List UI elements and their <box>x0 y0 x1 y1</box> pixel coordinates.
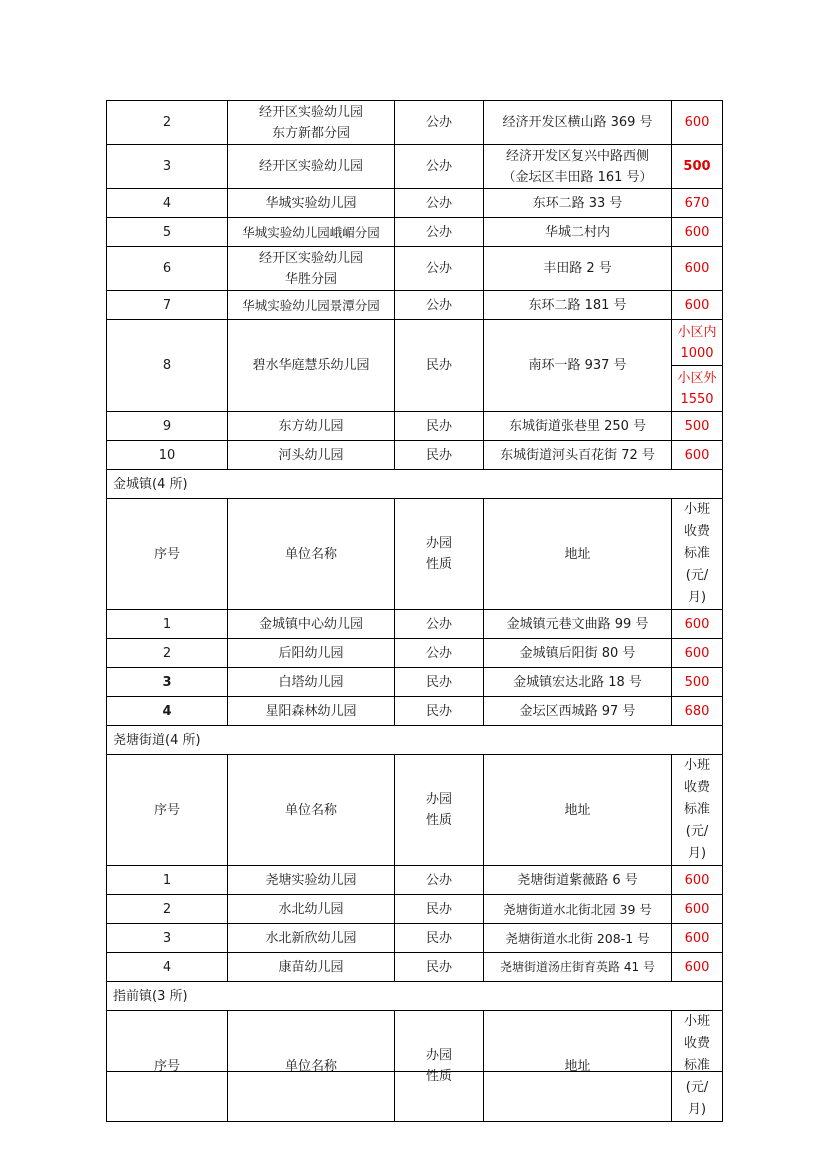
row-no: 2 <box>107 895 228 924</box>
header-row <box>107 755 723 866</box>
table-row <box>107 953 723 982</box>
row-fee: 600 <box>672 291 723 320</box>
section-row <box>107 982 723 1011</box>
row-name: 尧塘实验幼儿园 <box>228 866 395 895</box>
row-name: 金城镇中心幼儿园 <box>228 610 395 639</box>
header-address: 地址 <box>484 1011 672 1122</box>
row-no: 4 <box>107 697 228 726</box>
table-row <box>107 189 723 218</box>
section-row <box>107 470 723 499</box>
row-name: 华城实验幼儿园景潭分园 <box>228 291 395 320</box>
row-no: 1 <box>107 610 228 639</box>
row-type: 公办 <box>395 145 484 189</box>
row-fee: 600 <box>672 953 723 982</box>
row-address: 华城二村内 <box>484 218 672 247</box>
row-fee: 600 <box>672 639 723 668</box>
row-fee: 500 <box>672 668 723 697</box>
row-type: 公办 <box>395 866 484 895</box>
table-row <box>107 291 723 320</box>
row-no: 2 <box>107 639 228 668</box>
row-name: 经开区实验幼儿园 华胜分园 <box>228 247 395 291</box>
row-address: 经济开发区横山路 369 号 <box>484 101 672 145</box>
header-type: 办园 性质 <box>395 755 484 866</box>
row-name: 白塔幼儿园 <box>228 668 395 697</box>
row-fee: 600 <box>672 610 723 639</box>
row-address: 尧塘街道水北街 208-1 号 <box>484 924 672 953</box>
header-no: 序号 <box>107 755 228 866</box>
row-no: 8 <box>107 320 228 412</box>
table-row <box>107 639 723 668</box>
row-address: 东环二路 181 号 <box>484 291 672 320</box>
table-row <box>107 218 723 247</box>
row-type: 公办 <box>395 247 484 291</box>
fee-inside-community: 小区内 1000 <box>672 320 723 366</box>
row-name: 华城实验幼儿园 <box>228 189 395 218</box>
row-type: 民办 <box>395 320 484 412</box>
row-fee: 600 <box>672 101 723 145</box>
table-row <box>107 145 723 189</box>
table-row <box>107 668 723 697</box>
row-type: 公办 <box>395 189 484 218</box>
row-address: 经济开发区复兴中路西侧 （金坛区丰田路 161 号） <box>484 145 672 189</box>
row-address: 尧塘街道水北街北园 39 号 <box>484 895 672 924</box>
row-type: 民办 <box>395 441 484 470</box>
row-fee: 500 <box>672 412 723 441</box>
row-name: 康苗幼儿园 <box>228 953 395 982</box>
row-address: 金城镇宏达北路 18 号 <box>484 668 672 697</box>
row-type: 公办 <box>395 101 484 145</box>
row-name: 水北幼儿园 <box>228 895 395 924</box>
row-no: 5 <box>107 218 228 247</box>
row-fee: 600 <box>672 924 723 953</box>
table-row <box>107 924 723 953</box>
row-type: 民办 <box>395 953 484 982</box>
row-address: 丰田路 2 号 <box>484 247 672 291</box>
row-no: 3 <box>107 668 228 697</box>
header-row <box>107 499 723 610</box>
kindergarten-fee-table <box>106 100 723 1122</box>
row-type: 公办 <box>395 218 484 247</box>
row-no: 3 <box>107 145 228 189</box>
row-fee: 670 <box>672 189 723 218</box>
row-no: 1 <box>107 866 228 895</box>
row-no: 10 <box>107 441 228 470</box>
row-no: 4 <box>107 953 228 982</box>
row-no: 7 <box>107 291 228 320</box>
row-type: 公办 <box>395 291 484 320</box>
row-no: 3 <box>107 924 228 953</box>
row-no: 9 <box>107 412 228 441</box>
table-row <box>107 320 723 366</box>
header-type: 办园 性质 <box>395 499 484 610</box>
table-row <box>107 101 723 145</box>
row-name: 后阳幼儿园 <box>228 639 395 668</box>
row-no: 2 <box>107 101 228 145</box>
row-type: 民办 <box>395 697 484 726</box>
header-name: 单位名称 <box>228 755 395 866</box>
header-name: 单位名称 <box>228 1011 395 1122</box>
header-fee: 小班 收费 标准 (元/ 月) <box>672 1011 723 1122</box>
header-no: 序号 <box>107 499 228 610</box>
row-name: 水北新欣幼儿园 <box>228 924 395 953</box>
row-address: 东城街道张巷里 250 号 <box>484 412 672 441</box>
table-row <box>107 247 723 291</box>
section-row <box>107 726 723 755</box>
row-address: 金城镇后阳街 80 号 <box>484 639 672 668</box>
header-row <box>107 1011 723 1122</box>
row-name: 经开区实验幼儿园 <box>228 145 395 189</box>
table-row <box>107 866 723 895</box>
row-address: 金坛区西城路 97 号 <box>484 697 672 726</box>
row-name: 东方幼儿园 <box>228 412 395 441</box>
row-address: 尧塘街道紫薇路 6 号 <box>484 866 672 895</box>
table-row <box>107 441 723 470</box>
header-fee: 小班 收费 标准 (元/ 月) <box>672 755 723 866</box>
row-name: 经开区实验幼儿园 东方新都分园 <box>228 101 395 145</box>
row-fee: 600 <box>672 866 723 895</box>
fee-outside-community: 小区外 1550 <box>672 366 723 412</box>
row-fee: 600 <box>672 218 723 247</box>
row-no: 4 <box>107 189 228 218</box>
row-type: 民办 <box>395 924 484 953</box>
row-fee: 600 <box>672 247 723 291</box>
table-row <box>107 610 723 639</box>
row-type: 民办 <box>395 895 484 924</box>
row-name: 华城实验幼儿园峨嵋分园 <box>228 218 395 247</box>
row-fee: 600 <box>672 895 723 924</box>
row-address: 金城镇元巷文曲路 99 号 <box>484 610 672 639</box>
row-fee: 600 <box>672 441 723 470</box>
section-title-yaotang: 尧塘街道(4 所) <box>107 726 723 755</box>
row-address: 南环一路 937 号 <box>484 320 672 412</box>
table-row <box>107 895 723 924</box>
section-title-zhiqian: 指前镇(3 所) <box>107 982 723 1011</box>
header-no: 序号 <box>107 1011 228 1122</box>
header-type: 办园 性质 <box>395 1011 484 1122</box>
row-name: 河头幼儿园 <box>228 441 395 470</box>
row-address: 东环二路 33 号 <box>484 189 672 218</box>
table-row <box>107 412 723 441</box>
kindergarten-fee-table-page <box>106 100 722 1117</box>
row-type: 民办 <box>395 668 484 697</box>
section-title-jincheng: 金城镇(4 所) <box>107 470 723 499</box>
row-type: 民办 <box>395 412 484 441</box>
row-name: 碧水华庭慧乐幼儿园 <box>228 320 395 412</box>
header-address: 地址 <box>484 755 672 866</box>
header-address: 地址 <box>484 499 672 610</box>
row-type: 公办 <box>395 639 484 668</box>
row-name: 星阳森林幼儿园 <box>228 697 395 726</box>
row-fee: 500 <box>672 145 723 189</box>
header-name: 单位名称 <box>228 499 395 610</box>
table-row <box>107 697 723 726</box>
row-address: 东城街道河头百花街 72 号 <box>484 441 672 470</box>
row-address: 尧塘街道汤庄街育英路 41 号 <box>484 953 672 982</box>
row-no: 6 <box>107 247 228 291</box>
row-type: 公办 <box>395 610 484 639</box>
row-fee: 680 <box>672 697 723 726</box>
header-fee: 小班 收费 标准 (元/ 月) <box>672 499 723 610</box>
